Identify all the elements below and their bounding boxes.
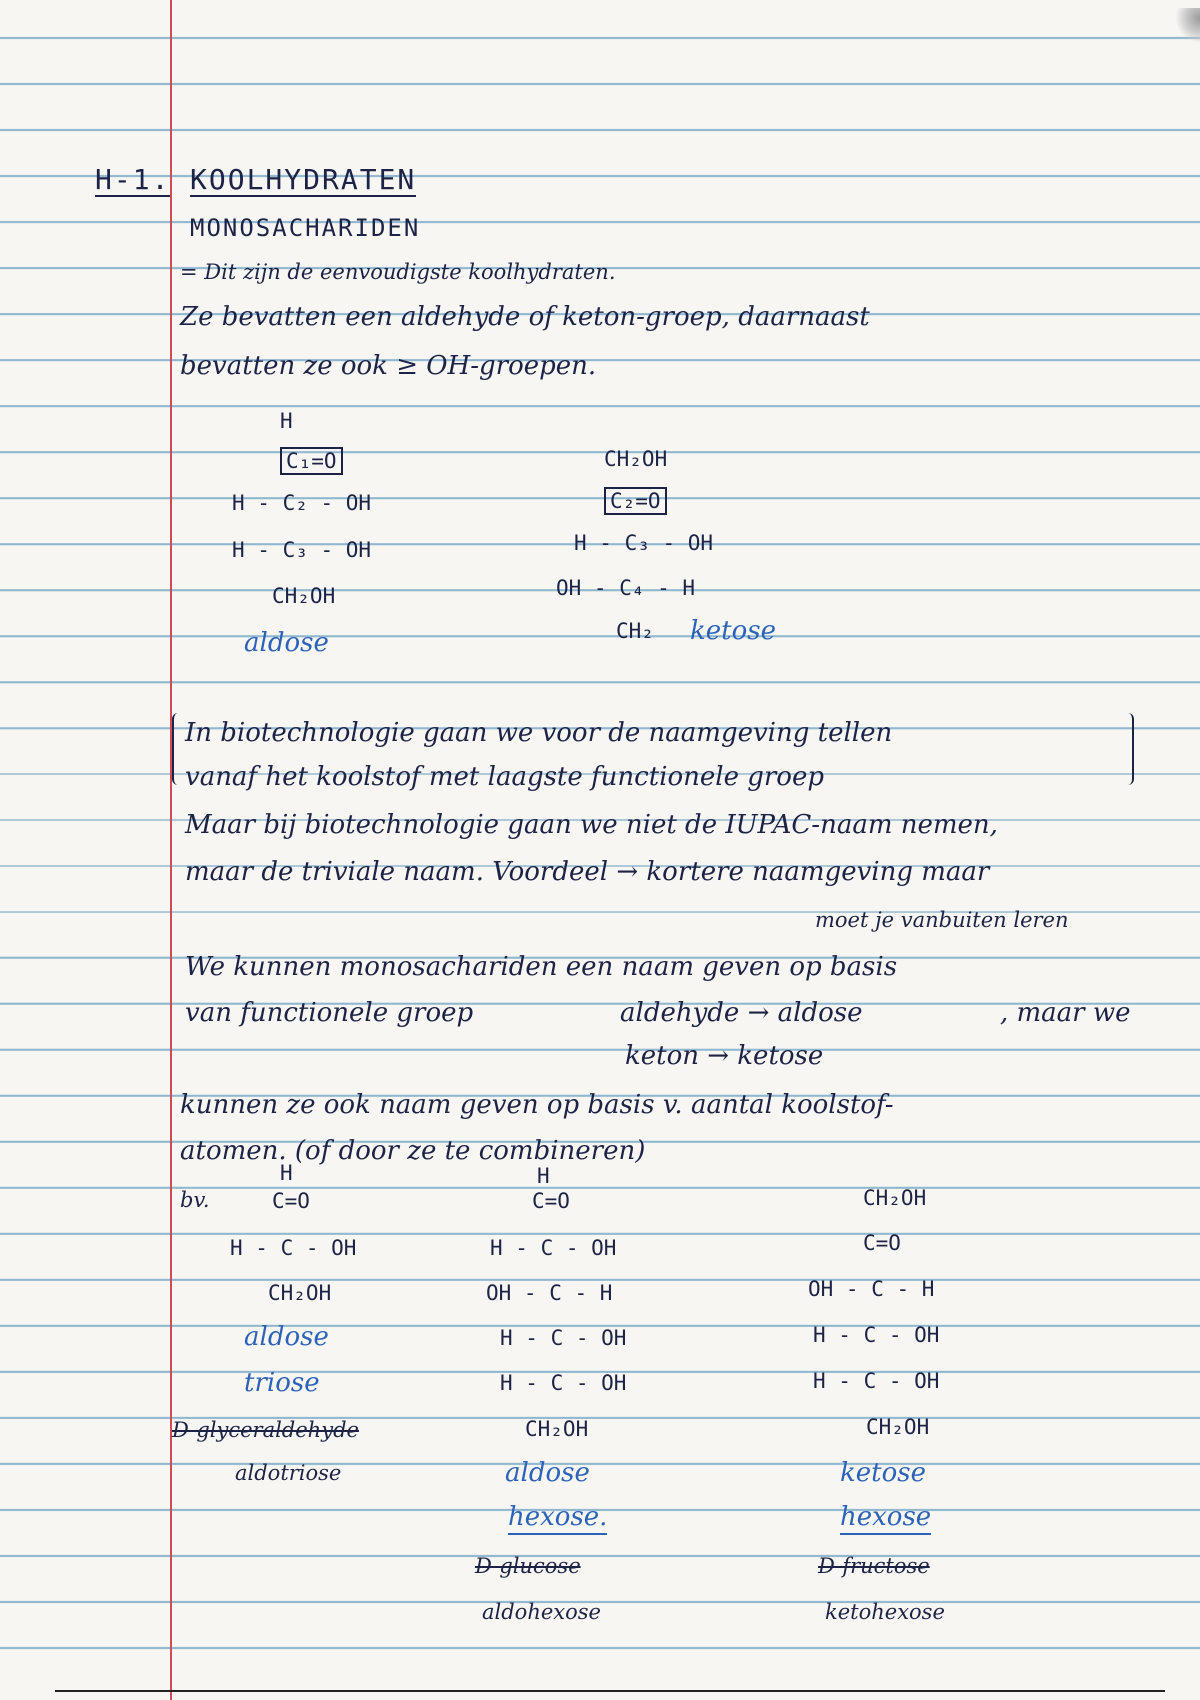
example-1-count: triose (244, 1368, 320, 1398)
note-line-9: kunnen ze ook naam geven op basis v. aantal koolstof- (180, 1090, 894, 1120)
example-1-name: D-glyceraldehyde (172, 1418, 359, 1442)
structure-row: H (280, 1161, 293, 1185)
structure-row: H - C₂ - OH (232, 491, 372, 515)
functional-group-box: C₁=O (280, 447, 343, 475)
structure-row: CH₂OH (268, 1281, 332, 1305)
structure-row: CH₂OH (272, 584, 336, 608)
example-1-type: aldose (244, 1322, 329, 1352)
note-line-4: maar de triviale naam. Voordeel → kortere naamgeving maar (185, 857, 990, 887)
example-2-combined: aldohexose (482, 1600, 601, 1624)
margin-line (170, 0, 172, 1700)
structure-row: CH₂ (616, 619, 654, 643)
structure-row: CH₂OH (525, 1417, 589, 1441)
structure-row: CH₂OH (604, 447, 668, 471)
structure-row: H - C - OH (230, 1236, 357, 1260)
note-line-3: Maar bij biotechnologie gaan we niet de IUPAC-naam nemen, (185, 810, 998, 840)
intro-line-2: Ze bevatten een aldehyde of keton-groep, daarnaast (180, 302, 870, 332)
structure-label-ketose: ketose (690, 616, 776, 646)
structure-row: OH - C₄ - H (556, 576, 696, 600)
structure-row: OH - C - H (486, 1281, 613, 1305)
intro-line-3: bevatten ze ook ≥ OH-groepen. (180, 351, 597, 381)
example-1-combined: aldotriose (235, 1461, 342, 1485)
example-prefix: bv. (180, 1188, 210, 1212)
note-line-7b: aldehyde → aldose (620, 998, 863, 1028)
structure-label-aldose: aldose (244, 628, 329, 658)
structure-row: CH₂OH (866, 1415, 930, 1439)
functional-group-box: C₂=O (604, 487, 667, 515)
structure-row: C=O (532, 1189, 570, 1213)
example-3-type: ketose (840, 1458, 926, 1488)
note-line-7a: van functionele groep (185, 998, 474, 1028)
structure-row: H - C - OH (500, 1326, 627, 1350)
note-line-1: In biotechnologie gaan we voor de naamgeving tellen (185, 718, 893, 748)
structure-row: H - C - OH (813, 1323, 940, 1347)
structure-row: C=O (272, 1189, 310, 1213)
example-3-count: hexose (840, 1502, 931, 1535)
structure-row: H - C - OH (500, 1371, 627, 1395)
example-2-count: hexose. (508, 1502, 607, 1535)
bottom-rule (55, 1690, 1165, 1692)
note-line-2: vanaf het koolstof met laagste functionele groep (185, 762, 824, 792)
structure-row: OH - C - H (808, 1277, 935, 1301)
note-line-7c: , maar we (1000, 998, 1131, 1028)
structure-row: H (537, 1164, 550, 1188)
structure-row: H (280, 409, 293, 433)
note-line-8: keton → ketose (625, 1041, 824, 1071)
structure-row (280, 448, 343, 474)
structure-row: H - C - OH (490, 1236, 617, 1260)
page-corner (1174, 8, 1200, 42)
section-title: MONOSACHARIDEN (190, 214, 421, 242)
structure-row (604, 488, 667, 514)
example-2-name: D-glucose (475, 1554, 581, 1578)
structure-row: C=O (863, 1231, 901, 1255)
note-line-5: moet je vanbuiten leren (815, 908, 1069, 932)
example-2-type: aldose (505, 1458, 590, 1488)
heading-code: H-1. (95, 163, 171, 196)
note-line-10: atomen. (of door ze te combineren) (180, 1136, 646, 1166)
note-line-6: We kunnen monosachariden een naam geven op basis (185, 952, 898, 982)
example-3-combined: ketohexose (825, 1600, 945, 1624)
structure-row: H - C₃ - OH (232, 538, 372, 562)
structure-row: H - C₃ - OH (574, 531, 714, 555)
structure-row: CH₂OH (863, 1186, 927, 1210)
intro-line-1: = Dit zijn de eenvoudigste koolhydraten. (180, 260, 616, 284)
example-3-name: D-fructose (818, 1554, 930, 1578)
heading-title: KOOLHYDRATEN (190, 163, 417, 196)
structure-row: H - C - OH (813, 1369, 940, 1393)
